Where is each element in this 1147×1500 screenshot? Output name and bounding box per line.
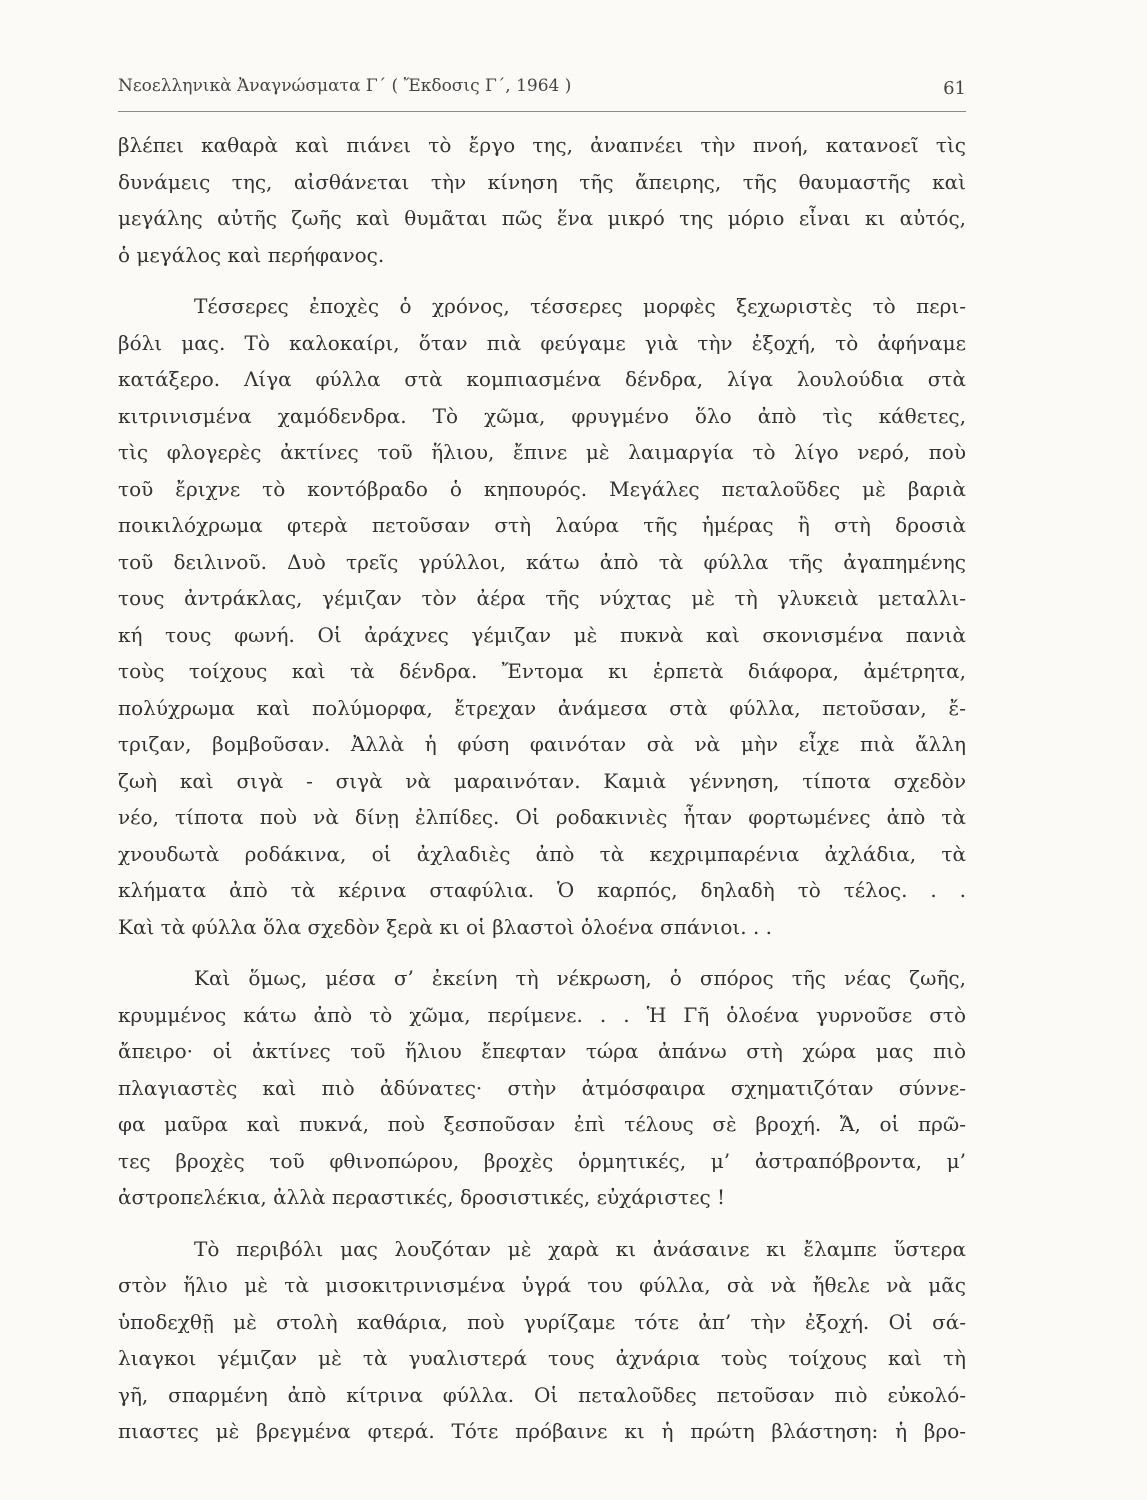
text-line: πιαστες μὲ βρεγμένα φτερά. Τότε πρόβαινε κι ἡ πρώτη βλάστηση: ἡ βρο- [118,1419,966,1443]
text-line: τοὺς τοίχους καὶ τὰ δένδρα. Ἔντομα κι ἑρπετὰ διάφορα, ἀμέτρητα, [118,659,966,683]
text-line: κατάξερο. Λίγα φύλλα στὰ κομπιασμένα δένδρα, λίγα λουλούδια στὰ [118,367,966,391]
text-line: τοῦ δειλινοῦ. Δυὸ τρεῖς γρύλλοι, κάτω ἀπὸ τὰ φύλλα τῆς ἀγαπημένης [118,549,966,574]
header-rule [118,111,966,112]
paragraph-4 [118,1231,966,1450]
text-line: ὑποδεχθῇ μὲ στολὴ καθάρια, ποὺ γυρίζαμε τότε ἀπ’ τὴν ἐξοχή. Οἱ σά- [118,1309,966,1334]
running-header-title: Νεοελληνικὰ Ἀναγνώσματα Γ΄ ( Ἔκδοσις Γ΄, 1964 ) [118,76,572,96]
text-line: ζωὴ καὶ σιγὰ - σιγὰ νὰ μαραινόταν. Καμιὰ γέννηση, τίποτα σχεδὸν [118,768,966,793]
text-line: δυνάμεις της, αἰσθάνεται τὴν κίνηση τῆς ἄπειρης, τῆς θαυμαστῆς καὶ [118,169,966,194]
text-line: κή τους φωνή. Οἱ ἀράχνες γέμιζαν μὲ πυκνὰ καὶ σκονισμένα πανιὰ [118,622,966,647]
text-line: τες βροχὲς τοῦ φθινοπώρου, βροχὲς ὁρμητικές, μ’ ἀστραπόβροντα, μ’ [118,1148,966,1173]
text-line: Καὶ τὰ φύλλα ὅλα σχεδὸν ξερὰ κι οἱ βλαστοὶ ὁλοένα σπάνιοι. . . [118,914,773,939]
text-line: ἄπειρο· οἱ ἀκτίνες τοῦ ἥλιου ἔπεφταν τώρα ἀπάνω στὴ χώρα μας πιὸ [118,1039,966,1063]
text-line: Τέσσερες ἐποχὲς ὁ χρόνος, τέσσερες μορφὲς ξεχωριστὲς τὸ περι- [194,294,966,318]
paragraph-1 [118,127,966,273]
text-line: ποικιλόχρωμα φτερὰ πετοῦσαν στὴ λαύρα τῆς ἡμέρας ἢ στὴ δροσιὰ [118,513,966,537]
text-line: λιαγκοι γέμιζαν μὲ τὰ γυαλιστερά τους ἀχνάρια τοὺς τοίχους καὶ τὴ [118,1346,966,1370]
body-text [118,127,966,1450]
text-line: πολύχρωμα καὶ πολύμορφα, ἔτρεχαν ἀνάμεσα στὰ φύλλα, πετοῦσαν, ἔ- [118,695,966,720]
text-line: κλήματα ἀπὸ τὰ κέρινα σταφύλια. Ὁ καρπός, δηλαδὴ τὸ τέλος. . . [118,878,966,902]
text-line: τους ἀντράκλας, γέμιζαν τὸν ἀέρα τῆς νύχτας μὲ τὴ γλυκειὰ μεταλλι- [118,586,966,610]
text-line: βλέπει καθαρὰ καὶ πιάνει τὸ ἔργο της, ἀναπνέει τὴν πνοή, κατανοεῖ τὶς [118,133,966,157]
text-line: Τὸ περιβόλι μας λουζόταν μὲ χαρὰ κι ἀνάσαινε κι ἔλαμπε ὕστερα [194,1236,966,1261]
text-line: στὸν ἥλιο μὲ τὰ μισοκιτρινισμένα ὑγρά του φύλλα, σὰ νὰ ἤθελε νὰ μᾶς [118,1273,966,1297]
text-line: τοῦ ἔριχνε τὸ κοντόβραδο ὁ κηπουρός. Μεγάλες πεταλοῦδες μὲ βαριὰ [118,476,966,501]
text-line: γῆ, σπαρμένη ἀπὸ κίτρινα φύλλα. Οἱ πεταλοῦδες πετοῦσαν πιὸ εὐκολό- [118,1382,966,1407]
text-line: κρυμμένος κάτω ἀπὸ τὸ χῶμα, περίμενε. . . Ἡ Γῆ ὁλοένα γυρνοῦσε στὸ [118,1002,966,1027]
text-line: Καὶ ὅμως, μέσα σ’ ἐκείνη τὴ νέκρωση, ὁ σπόρος τῆς νέας ζωῆς, [194,966,966,990]
text-line: μεγάλης αὐτῆς ζωῆς καὶ θυμᾶται πῶς ἕνα μικρό της μόριο εἶναι κι αὐτός, [118,206,966,230]
text-line: νέο, τίποτα ποὺ νὰ δίνῃ ἐλπίδες. Οἱ ροδακινιὲς ἦταν φορτωμένες ἀπὸ τὰ [118,805,966,829]
page-number: 61 [943,78,966,99]
text-line: τὶς φλογερὲς ἀκτίνες τοῦ ἥλιου, ἔπινε μὲ λαιμαργία τὸ λίγο νερό, ποὺ [118,440,966,464]
text-line: τριζαν, βομβοῦσαν. Ἀλλὰ ἡ φύση φαινόταν σὰ νὰ μὴν εἶχε πιὰ ἄλλη [118,732,966,756]
text-line: φα μαῦρα καὶ πυκνά, ποὺ ξεσποῦσαν ἐπὶ τέλους σὲ βροχή. Ἄ, οἱ πρῶ- [118,1112,966,1136]
text-line: βόλι μας. Τὸ καλοκαίρι, ὅταν πιὰ φεύγαμε γιὰ τὴν ἐξοχή, τὸ ἀφήναμε [118,330,966,355]
running-header [118,72,966,102]
text-line: ἀστροπελέκια, ἀλλὰ περαστικές, δροσιστικές, εὐχάριστες ! [118,1185,726,1209]
text-line: πλαγιαστὲς καὶ πιὸ ἀδύνατες· στὴν ἀτμόσφαιρα σχηματιζόταν σύννε- [118,1075,966,1100]
text-line: κιτρινισμένα χαμόδενδρα. Τὸ χῶμα, φρυγμένο ὅλο ἀπὸ τὶς κάθετες, [118,403,966,428]
paragraph-3 [118,960,966,1216]
text-line: χνουδωτὰ ροδάκινα, οἱ ἀχλαδιὲς ἀπὸ τὰ κεχριμπαρένια ἀχλάδια, τὰ [118,841,966,866]
paragraph-2 [118,288,966,945]
text-line: ὁ μεγάλος καὶ περήφανος. [118,242,385,267]
